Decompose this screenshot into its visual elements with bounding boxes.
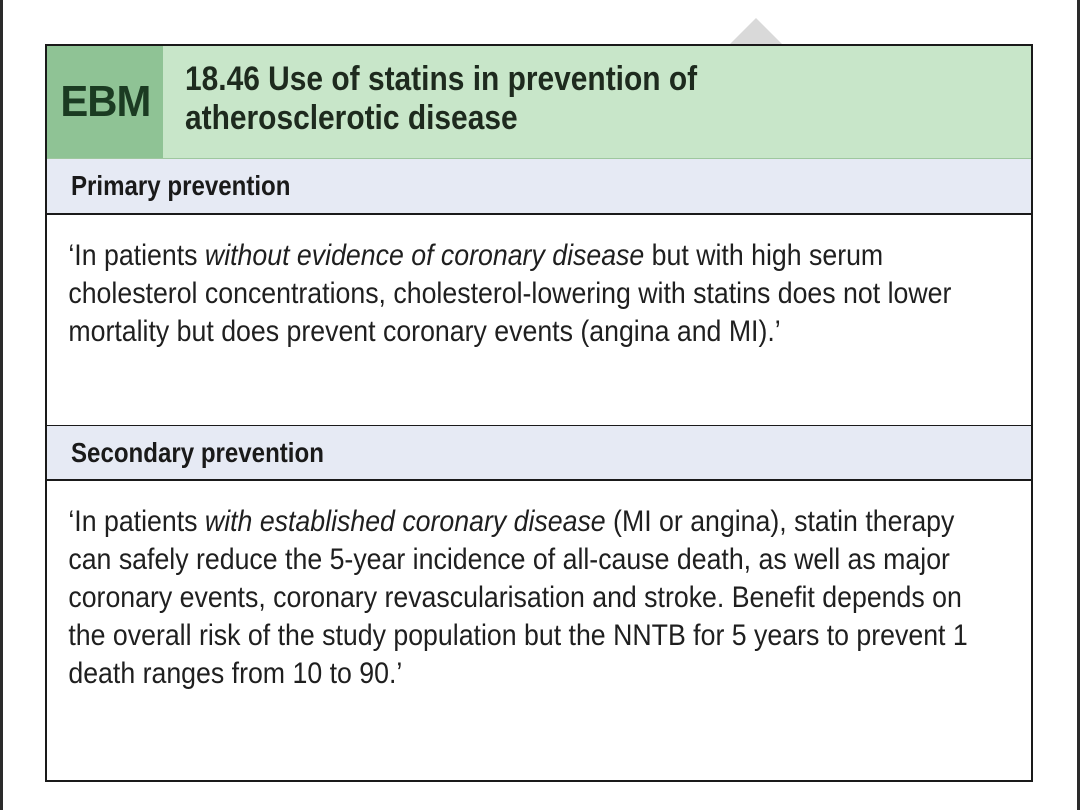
quote-text: but with high serum cholesterol concentrations, cholesterol-lowering with statins does not lower mortality but does prevent coronary events (angina and MI).’ bbox=[68, 239, 952, 348]
quote-text: ‘In patients bbox=[68, 505, 205, 538]
secondary-prevention-quote bbox=[47, 481, 990, 782]
primary-prevention-heading-text: Primary prevention bbox=[71, 170, 291, 201]
quote-emphasis: without evidence of coronary disease bbox=[204, 239, 645, 272]
quote-text: ‘In patients bbox=[68, 239, 205, 272]
box-title: 18.46 Use of statins in prevention of atherosclerotic disease bbox=[185, 60, 698, 137]
primary-prevention-heading bbox=[47, 159, 1031, 215]
secondary-prevention-heading-text: Secondary prevention bbox=[71, 436, 324, 468]
box-header bbox=[47, 46, 1031, 159]
evidence-box bbox=[45, 44, 1033, 782]
quote-text: (MI or angina), statin therapy can safely reduce the 5-year incidence of all-cause death, as well as major coronary events, coronary revascularisation and stroke. Benefit depends on the overall risk of the study population but the NNTB for 5 years to prevent 1 death ranges from 10 to 90.’ bbox=[68, 505, 968, 690]
decorative-triangle bbox=[728, 18, 784, 46]
quote-emphasis: with established coronary disease bbox=[204, 505, 606, 538]
secondary-prevention-heading bbox=[47, 425, 1031, 481]
ebm-badge bbox=[47, 46, 163, 158]
ebm-badge-label: EBM bbox=[59, 77, 151, 126]
primary-prevention-quote bbox=[47, 215, 990, 425]
left-border-strip bbox=[0, 0, 3, 810]
